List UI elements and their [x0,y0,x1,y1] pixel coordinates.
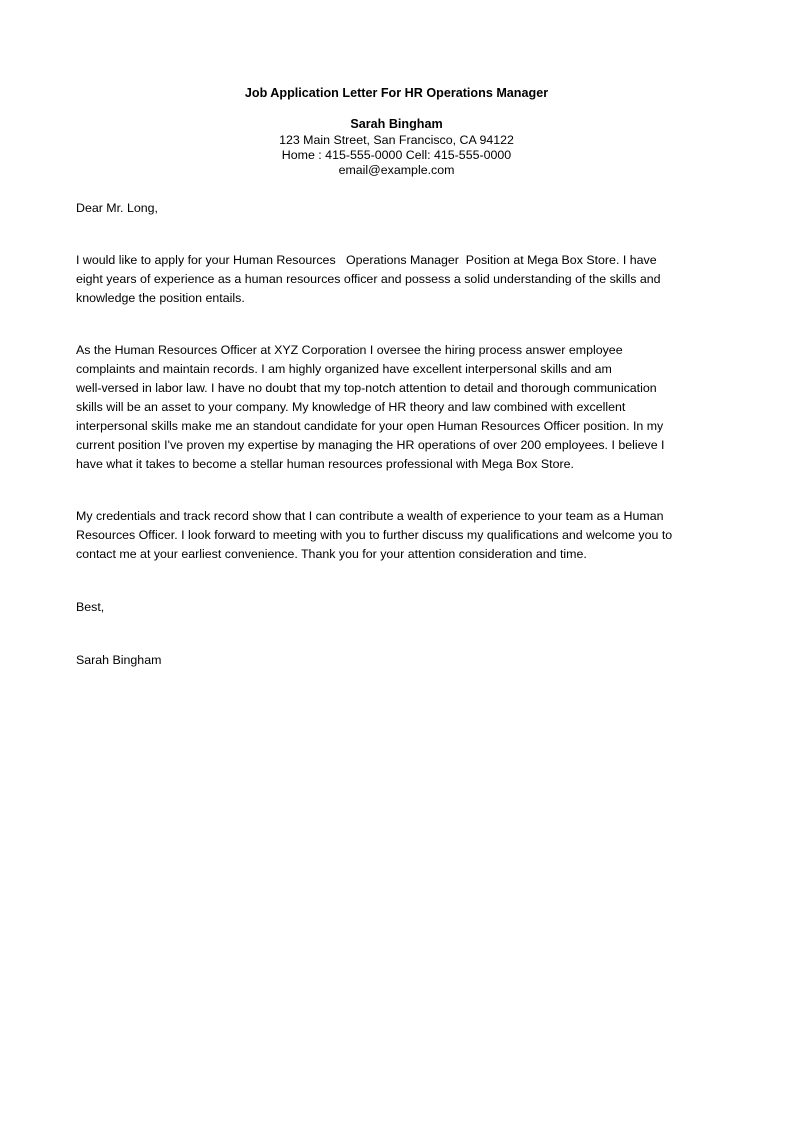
paragraph-line: complaints and maintain records. I am highly organized have excellent interpersonal skills and am [76,362,612,376]
paragraph-line: current position I've proven my expertise by managing the HR operations of over 200 employees. I believe I [76,438,665,452]
document-title: Job Application Letter For HR Operations Manager [244,86,549,100]
sender-email: email@example.com [338,163,455,177]
paragraph-line: have what it takes to become a stellar human resources professional with Mega Box Store. [76,457,574,471]
paragraph-line: As the Human Resources Officer at XYZ Corporation I oversee the hiring process answer employee [76,343,623,357]
paragraph-3 [76,507,716,564]
paragraph-1 [76,251,716,308]
closing [76,598,716,617]
paragraph-line: Resources Officer. I look forward to meeting with you to further discuss my qualifications and welcome you to [76,528,673,542]
paragraph-line: My credentials and track record show that I can contribute a wealth of experience to your team as a Human [76,509,664,523]
paragraph-line: contact me at your earliest convenience. Thank you for your attention consideration and time. [76,547,587,561]
paragraph-2 [76,341,716,474]
sender-address: 123 Main Street, San Francisco, CA 94122 [279,133,514,147]
paragraph-line: interpersonal skills make me an standout candidate for your open Human Resources Officer position. In my [76,419,664,433]
sender-phone: Home : 415-555-0000 Cell: 415-555-0000 [281,148,512,162]
signature-text: Sarah Bingham [76,653,162,667]
paragraph-line: I would like to apply for your Human Resources Operations Manager Position at Mega Box Store. I have [76,253,657,267]
paragraph-line: well-versed in labor law. I have no doubt that my top-notch attention to detail and thorough communication [76,381,657,395]
salutation-text: Dear Mr. Long, [76,201,158,215]
paragraph-line: skills will be an asset to your company. My knowledge of HR theory and law combined with excellent [76,400,626,414]
sender-name: Sarah Bingham [350,117,443,131]
salutation [76,199,716,218]
closing-text: Best, [76,600,105,614]
paragraph-line: eight years of experience as a human resources officer and possess a solid understanding of the skills and [76,272,661,286]
paragraph-line: knowledge the position entails. [76,291,245,305]
signature [76,651,716,670]
